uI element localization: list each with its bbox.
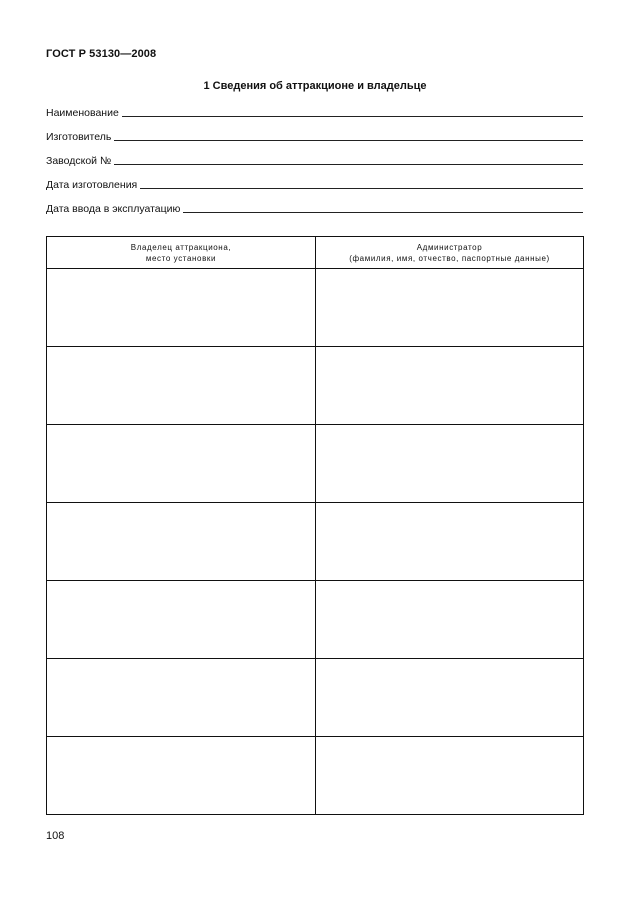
owner-admin-table bbox=[46, 236, 584, 815]
administrator-cell[interactable] bbox=[316, 425, 584, 503]
table-header-row bbox=[47, 237, 584, 269]
field-manufacture-date bbox=[46, 175, 583, 191]
owner-cell[interactable] bbox=[47, 737, 316, 815]
table-row bbox=[47, 503, 584, 581]
field-name-line[interactable] bbox=[122, 116, 583, 117]
table-row bbox=[47, 581, 584, 659]
administrator-cell[interactable] bbox=[316, 737, 584, 815]
column-header-owner-line1: Владелец аттракциона, bbox=[130, 242, 232, 252]
owner-cell[interactable] bbox=[47, 659, 316, 737]
column-header-owner-line2: место установки bbox=[145, 253, 217, 263]
field-manufacturer-line[interactable] bbox=[114, 140, 583, 141]
administrator-cell[interactable] bbox=[316, 503, 584, 581]
field-manufacturer-label: Изготовитель bbox=[46, 131, 112, 143]
owner-cell[interactable] bbox=[47, 581, 316, 659]
administrator-cell[interactable] bbox=[316, 659, 584, 737]
field-name-label: Наименование bbox=[46, 107, 119, 119]
field-serial-number-label: Заводской № bbox=[46, 155, 112, 167]
standard-code: ГОСТ Р 53130—2008 bbox=[46, 48, 157, 60]
field-name bbox=[46, 103, 583, 119]
field-manufacturer bbox=[46, 127, 583, 143]
column-header-owner bbox=[47, 237, 316, 269]
page-number: 108 bbox=[46, 830, 65, 842]
field-manufacture-date-label: Дата изготовления bbox=[46, 179, 138, 191]
table-row bbox=[47, 737, 584, 815]
administrator-cell[interactable] bbox=[316, 269, 584, 347]
administrator-cell[interactable] bbox=[316, 581, 584, 659]
table-row bbox=[47, 425, 584, 503]
column-header-administrator bbox=[316, 237, 584, 269]
field-serial-number bbox=[46, 151, 583, 167]
section-title: 1 Сведения об аттракционе и владельце bbox=[203, 80, 427, 92]
owner-cell[interactable] bbox=[47, 425, 316, 503]
owner-cell[interactable] bbox=[47, 269, 316, 347]
owner-cell[interactable] bbox=[47, 347, 316, 425]
field-manufacture-date-line[interactable] bbox=[140, 188, 583, 189]
field-commissioning-date-label: Дата ввода в эксплуатацию bbox=[46, 203, 181, 215]
column-header-administrator-line2: (фамилия, имя, отчество, паспортные данные) bbox=[349, 253, 550, 263]
owner-cell[interactable] bbox=[47, 503, 316, 581]
table-row bbox=[47, 269, 584, 347]
table-row bbox=[47, 347, 584, 425]
field-serial-number-line[interactable] bbox=[114, 164, 583, 165]
table-row bbox=[47, 659, 584, 737]
administrator-cell[interactable] bbox=[316, 347, 584, 425]
field-commissioning-date-line[interactable] bbox=[183, 212, 583, 213]
field-commissioning-date bbox=[46, 199, 583, 215]
column-header-administrator-line1: Администратор bbox=[416, 242, 483, 252]
